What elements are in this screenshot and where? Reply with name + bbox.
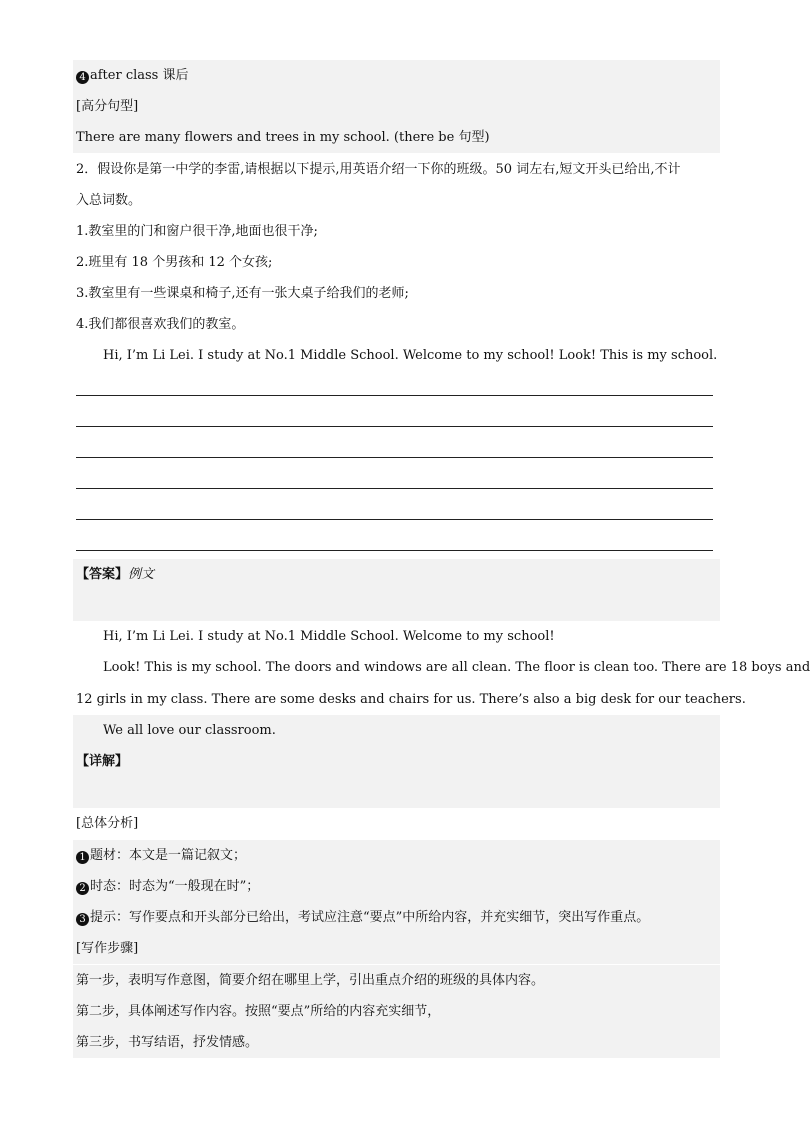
writing-step-2: 第二步，具体阐述写作内容。按照“要点”所给的内容充实细节，	[73, 996, 720, 1027]
writing-step-1: 第一步，表明写作意图，简要介绍在哪里上学，引出重点介绍的班级的具体内容。	[73, 965, 720, 996]
prompt-point-3: 3.教室里有一些课桌和椅子,还有一张大桌子给我们的老师;	[76, 286, 409, 301]
answer-line-1	[76, 395, 713, 396]
sentence-pattern: There are many flowers and trees in my school. (there be 句型)	[73, 122, 720, 153]
blank-row	[73, 777, 720, 808]
essay-opening: Hi, I’m Li Lei. I study at No.1 Middle School. Welcome to my school! Look! This is my school.	[103, 348, 718, 363]
vocab-item	[73, 60, 720, 91]
answer-heading	[73, 559, 720, 590]
circled-number: 3	[76, 913, 89, 926]
answer-label: 【答案】	[76, 567, 129, 582]
circled-number: 2	[76, 882, 89, 895]
analysis-text: 时态：时态为“一般现在时”；	[90, 879, 260, 894]
writing-steps-heading: [写作步骤]	[73, 933, 720, 964]
answer-para-2-line-2: 12 girls in my class. There are some desks and chairs for us. There’s also a big desk for our teachers.	[76, 692, 746, 707]
question-line-1: 2．假设你是第一中学的李雷,请根据以下提示,用英语介绍一下你的班级。50 词左右,短文开头已给出,不计	[76, 162, 681, 177]
answer-line-6	[76, 550, 713, 551]
answer-para-2-line-1: Look! This is my school. The doors and windows are all clean. The floor is clean too. There are 18 boys and	[103, 660, 810, 675]
overall-analysis-heading: [总体分析]	[76, 816, 139, 831]
blank-row	[73, 590, 720, 621]
analysis-item-3	[73, 902, 720, 933]
analysis-text: 提示：写作要点和开头部分已给出，考试应注意“要点”中所给内容，并充实细节，突出写作重点。	[90, 910, 650, 925]
prompt-point-1: 1.教室里的门和窗户很干净,地面也很干净;	[76, 224, 318, 239]
analysis-item-1	[73, 840, 720, 871]
circled-number: 1	[76, 851, 89, 864]
answer-line-4	[76, 488, 713, 489]
answer-line-2	[76, 426, 713, 427]
high-score-heading: [高分句型]	[73, 91, 720, 122]
answer-para-1: Hi, I’m Li Lei. I study at No.1 Middle School. Welcome to my school!	[103, 629, 555, 644]
analysis-item-2	[73, 871, 720, 902]
answer-para-3: We all love our classroom.	[73, 715, 720, 746]
answer-sub-label: 例文	[128, 567, 155, 582]
analysis-text: 题材：本文是一篇记叙文；	[90, 848, 247, 863]
writing-step-3: 第三步，书写结语，抒发情感。	[73, 1027, 720, 1058]
vocab-text: after class 课后	[90, 68, 189, 83]
prompt-point-2: 2.班里有 18 个男孩和 12 个女孩;	[76, 255, 273, 270]
answer-line-3	[76, 457, 713, 458]
circled-number: 4	[76, 71, 89, 84]
prompt-point-4: 4.我们都很喜欢我们的教室。	[76, 317, 245, 332]
answer-line-5	[76, 519, 713, 520]
detail-label: 【详解】	[73, 746, 720, 777]
question-line-2: 入总词数。	[76, 193, 142, 208]
